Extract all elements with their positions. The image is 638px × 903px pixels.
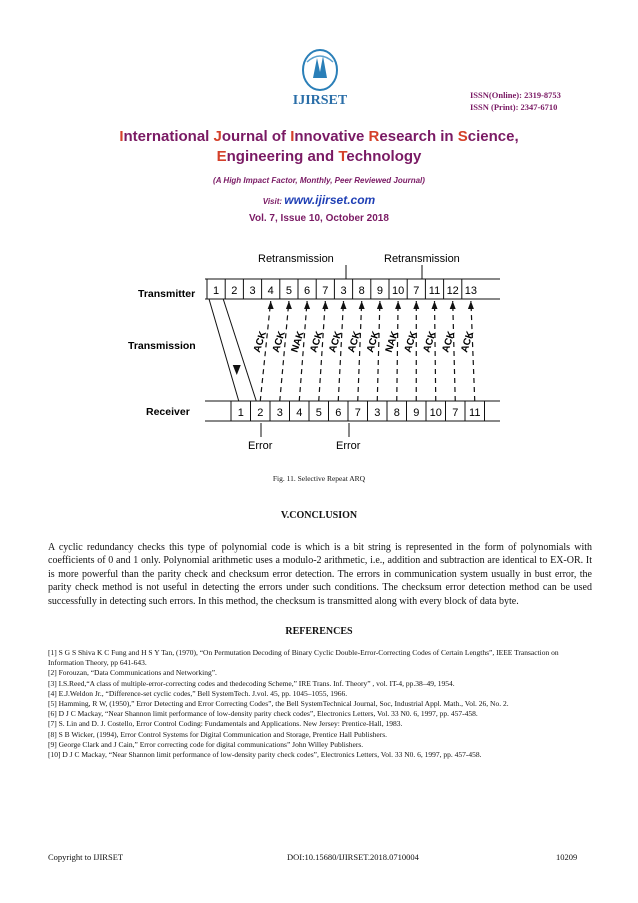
ack-return-line (435, 301, 436, 401)
journal-subtitle: (A High Impact Factor, Monthly, Peer Reviewed Journal) (213, 176, 425, 185)
journal-title-line2 (0, 146, 638, 168)
receiver-frame: 10 (429, 407, 442, 419)
label-receiver: Receiver (146, 406, 190, 418)
label-retransmission-2: Retransmission (384, 253, 460, 265)
receiver-frame: 11 (469, 407, 481, 419)
title-word-rest: echnology (346, 148, 422, 165)
ack-arrowhead (268, 301, 274, 309)
ack-label: ACK (440, 329, 458, 354)
issn-online: ISSN(Online): 2319-8753 (470, 90, 561, 100)
ack-return-line (377, 301, 380, 401)
reference-item: [10] D J C Mackay, “Near Shannon limit performance of low-density parity check codes”, Electronics Letters, Vol. 33 N0. 6, 1997, pp. 457-458. (48, 750, 482, 760)
receiver-frame: 8 (393, 407, 400, 419)
issn-print: ISSN (Print): 2347-6710 (470, 102, 558, 112)
reference-item: [4] E.J.Weldon Jr., “Difference-set cyclic codes,” Bell SystemTech. J.vol. 45, pp. 1045–1055, 1966. (48, 688, 348, 698)
title-word-rest: ournal of (221, 128, 291, 145)
references-heading: REFERENCES (285, 626, 353, 637)
conclusion-paragraph: A cyclic redundancy checks this type of polynomial code is which is a bit string is represented in the form of polynomials with coefficients of 0 and 1 only. Polynomial arithmetic uses a modulo-2 arithmetic, i.e., addition and subtraction are identical to EX-OR. It is more powerful than the parity check and checksum error detection. The errors in communication system usually in bust error, the parity check method is not useful in detecting the errors under such conditions. The checksum error detection method can be used successfully in detecting such errors. In this method, the checksum is transmitted along with every block of data byte. (48, 542, 592, 607)
title-initial: T (338, 148, 347, 165)
receiver-frame: 5 (315, 407, 322, 419)
references-list (48, 648, 592, 760)
ack-return-line (338, 301, 343, 401)
title-word-rest: ngineering and (226, 148, 339, 165)
ack-label: ACK (402, 329, 420, 354)
ack-label: ACK (327, 329, 345, 354)
ack-label: ACK (364, 329, 383, 354)
reference-item: [2] Forouzan, “Data Communications and Networking”. (48, 668, 217, 678)
transmitter-frame: 4 (267, 285, 274, 297)
reference-item: [5] Hamming, R W, (1950),” Error Detecting and Error Correcting Codes”, the Bell SystemTechnical Journal, Soc, Industrial Appl. Math., Vol. 26, No. 2. (48, 699, 509, 709)
title-initial: E (216, 148, 227, 165)
label-error-2: Error (336, 440, 361, 452)
transmitter-frame: 11 (428, 285, 441, 297)
ack-arrowhead (413, 301, 419, 309)
title-initial: J (213, 128, 222, 145)
transmitter-frame: 5 (285, 285, 292, 297)
title-initial: I (290, 128, 295, 145)
ack-return-line (471, 301, 475, 401)
conclusion-heading: V.CONCLUSION (280, 510, 358, 521)
transmitter-frame: 7 (322, 285, 329, 297)
transmitter-frame: 7 (413, 285, 420, 297)
logo-text: IJIRSET (292, 93, 348, 108)
receiver-frame: 3 (374, 407, 381, 419)
receiver-frame: 7 (354, 407, 361, 419)
reference-item: [8] S B Wicker, (1994), Error Control Systems for Digital Communication and Storage, Prentice Hall Publishers. (48, 729, 387, 739)
reference-item: [6] D J C Mackay, “Near Shannon limit performance of low-density parity check codes”, Electronics Letters, Vol. 33 N0. 6, 1997, pp. 457-458. (48, 709, 478, 719)
title-word-rest: nnovative (294, 128, 369, 145)
receiver-frame: 9 (413, 407, 420, 419)
ack-arrowhead (341, 301, 347, 309)
footer-page-number: 10209 (556, 852, 578, 862)
ack-arrowhead (432, 301, 438, 309)
transmitter-frame: 6 (304, 285, 311, 297)
title-initial: I (119, 128, 124, 145)
reference-item: [3] I.S.Reed,“A class of multiple-error-correcting codes and thedecoding Scheme,” IRE Trans. Inf. Theory” , vol. IT-4, pp.38–49, 1954. (48, 678, 455, 688)
ack-arrowhead (322, 301, 328, 309)
footer-copyright: Copyright to IJIRSET (48, 852, 124, 862)
label-retransmission-1: Retransmission (258, 253, 334, 265)
transmitter-frame: 8 (358, 285, 365, 297)
transmitter-frame: 2 (231, 285, 238, 297)
transmitter-frame: 12 (446, 285, 459, 297)
nak-label: NAK (383, 329, 401, 354)
ack-arrowhead (377, 301, 383, 309)
receiver-frame: 4 (296, 407, 303, 419)
receiver-frame: 6 (335, 407, 342, 419)
volume-issue: Vol. 7, Issue 10, October 2018 (249, 213, 389, 224)
reference-item: [1] S G S Shiva K C Fung and H S Y Tan, (1970), “On Permutation Decoding of Binary Cyclic Double-Error-Correcting Codes of Certain Lengths”, IEEE Transaction on Information Theory, pp 641-643. (48, 648, 559, 668)
receiver-frame: 1 (237, 407, 244, 419)
label-transmitter: Transmitter (138, 288, 196, 300)
ack-return-line (358, 301, 362, 401)
title-word-rest: esearch in (379, 128, 458, 145)
journal-logo (283, 48, 358, 110)
transmitter-frame: 10 (391, 285, 405, 297)
ack-label: ACK (421, 329, 439, 354)
ack-label: ACK (270, 329, 288, 354)
label-error-1: Error (248, 440, 273, 452)
receiver-frame: 3 (276, 407, 283, 419)
ack-return-line (397, 301, 398, 401)
nak-label: NAK (289, 329, 307, 354)
ack-label: ACK (251, 329, 270, 354)
ack-label: ACK (308, 329, 326, 354)
transmitter-frame: 3 (340, 285, 347, 297)
ack-label: ACK (459, 329, 477, 354)
title-word-rest: nternational (123, 128, 214, 145)
visit-line (0, 193, 638, 207)
journal-url[interactable]: www.ijirset.com (284, 193, 376, 207)
receiver-frame: 2 (257, 407, 264, 419)
ack-arrowhead (468, 301, 474, 309)
reference-item: [9] George Clark and J Cain,” Error correcting code for digital communications” John Willey Publishers. (48, 739, 364, 749)
ack-label: ACK (346, 329, 364, 354)
ack-arrowhead (395, 301, 401, 309)
footer-doi: DOI:10.15680/IJIRSET.2018.0710004 (287, 852, 419, 862)
ack-arrowhead (450, 301, 456, 309)
journal-title-line1 (0, 126, 638, 148)
title-initial: R (368, 128, 380, 145)
selective-repeat-arq-figure (110, 245, 530, 460)
transmitter-frame: 3 (249, 285, 256, 297)
transmitter-frame: 1 (213, 285, 220, 297)
ack-arrowhead (304, 301, 310, 309)
visit-label: Visit: (262, 197, 283, 206)
frame-transmission-line (209, 299, 239, 401)
figure-caption: Fig. 11. Selective Repeat ARQ (272, 474, 366, 483)
ack-arrowhead (286, 301, 292, 309)
ack-return-line (453, 301, 456, 401)
reference-item: [7] S. Lin and D. J. Costello, Error Control Coding: Fundamentals and Applications. New Jersey: Prentice-Hall, 1983. (48, 719, 403, 729)
ack-arrowhead (359, 301, 365, 309)
receiver-frame: 7 (452, 407, 459, 419)
transmitter-frame: 13 (464, 285, 478, 297)
transmission-arrowhead (233, 365, 241, 375)
transmitter-frame: 9 (376, 285, 383, 297)
label-transmission: Transmission (128, 340, 196, 352)
title-initial: S (457, 128, 468, 145)
title-word-rest: cience, (467, 128, 519, 145)
